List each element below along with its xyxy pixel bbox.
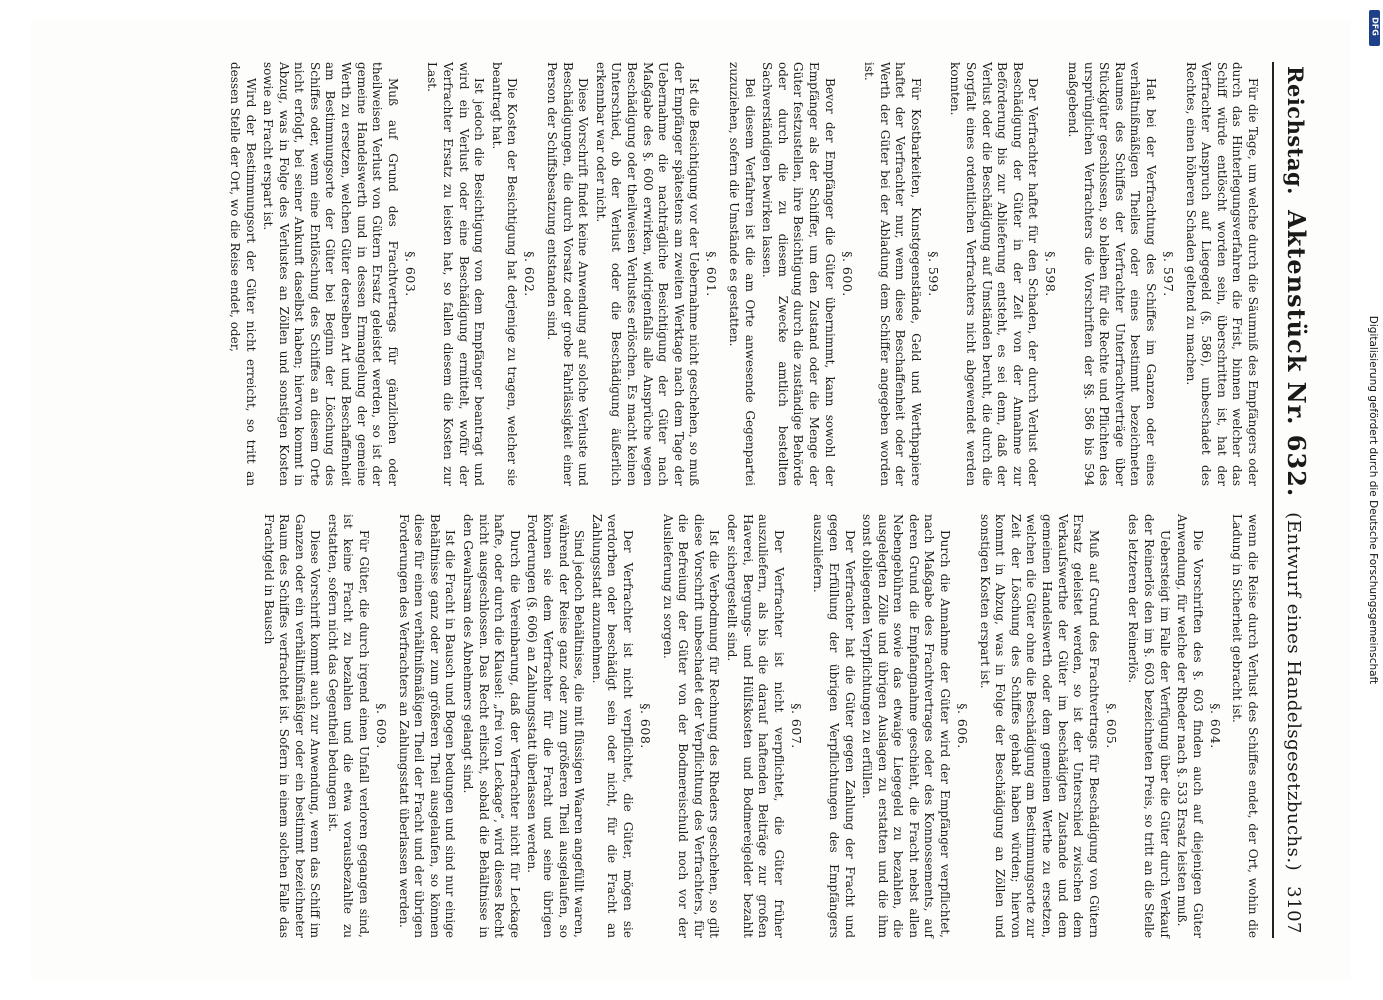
paragraph: Durch die Vereinbarung, daß der Verfrachter nicht für Leckage hafte, oder durch die Klausel: „frei von Leckage“, wird dieses Recht nicht ausgeschlossen. Das Recht erlischt, sobald die Behältnisse in den Gewahrsam des Abnehmers gelangt sind. — [461, 514, 522, 938]
paragraph: Für Kostbarkeiten, Kunstgegenstände, Geld und Werthpapiere haftet der Verfrachter nur, wenn diese Beschaffenheit oder der Werth der Güter bei der Abladung dem Schiffer angegeben worden ist. — [862, 62, 923, 486]
section-heading: §. 599. — [925, 251, 941, 297]
section-heading: §. 597. — [1161, 251, 1177, 297]
paragraph: Ist die Verbodmung für Rechnung des Rheders geschehen, so gilt diese Vorschrift unbeschadet der Verpflichtung des Verfrachters, für die Befreiung der Güter von der Bodmereischuld noch vor der Auslieferung zu sorgen. — [660, 514, 722, 938]
paragraph: Die Kosten der Besichtigung hat derjenige zu tragen, welcher sie beantragt hat. — [489, 62, 520, 486]
section-heading: §. 604. — [1207, 703, 1223, 749]
paragraph: Muß auf Grund des Frachtvertrags für gänzlichen oder theilweisen Verlust von Gütern Ersatz geleistet werden, so ist der gemeine Handelswerth und in dessen Ermangelung der gemeine Werth zu ersetzen, welchen Güter derselben Art und Beschaffenheit am Bestimmungsorte der Güter bei Beginn der Löschung des Schiffes oder, wenn eine Entlöschung des Schiffes an diesem Orte nicht erfolgt, bei seiner Ankunft daselbst haben; hiervon kommt in Abzug, was in Folge des Verlustes an Zöllen und sonstigen Kosten sowie an Fracht erspart ist. — [261, 62, 400, 486]
paragraph: Der Verfrachter ist nicht verpflichtet, die Güter früher auszuliefern, als bis die darauf haftenden Beiträge zur großen Haverei, Bergungs- und Hülfskosten und Bodmereigelder bezahlt oder sichergestellt sind. — [724, 514, 786, 938]
paragraph: Bevor der Empfänger die Güter übernimmt, kann sowohl der Empfänger als der Schiffer, um den Zustand oder die Menge der Güter festzustellen, ihre Besichtigung durch die zuständige Behörde oder durch die zu diesem Zwecke amtlich bestellten Sachverständigen bewirken lassen. — [760, 62, 837, 486]
section-heading: §. 601. — [704, 251, 720, 297]
paragraph: Für Güter, die durch irgend einen Unfall verloren gegangen sind, ist keine Fracht zu bezahlen und die etwa vorausbezahlte zu erstatten, sofern nicht das Gegentheil bedungen ist. — [325, 514, 372, 938]
text-columns — [224, 62, 1260, 938]
paragraph: Diese Vorschrift kommt auch zur Anwendung, wenn das Schiff im Ganzen oder ein verhältnißmäßiger oder ein bestimmt bezeichneter Raum des Schiffes verfrachtet ist. Sofern in einem solchen Falle das Frachtgeld in Bausch — [261, 514, 323, 938]
paragraph: Der Verfrachter ist nicht verpflichtet, die Güter, mögen sie verdorben oder beschädigt sein oder nicht, für die Fracht an Zahlungsstatt anzunehmen. — [589, 514, 635, 938]
paragraph: Ist die Fracht in Bausch und Bogen bedungen und sind nur einige Behältnisse ganz oder zum größeren Theil ausgelaufen, so können diese für einen verhältnißmäßigen Theil der Fracht und der übrigen Forderungen des Verfrachters an Zahlungsstatt überlassen werden. — [396, 514, 458, 938]
section-heading: §. 608. — [638, 703, 653, 749]
section-heading: §. 600. — [839, 251, 855, 297]
dfg-logo-text: DFG — [1370, 17, 1380, 36]
paragraph: Hat bei der Verfrachtung des Schiffes im Ganzen oder eines verhältnißmäßigen Theiles oder eines bestimmt bezeichneten Raumes des Schiffes der Verfrachter Unterfrachtverträge über Stückgüter geschlossen, so bleiben für die Rechte und Pflichten des ursprünglichen Verfrachters die Vorschriften der §§. 586 bis 594 maßgebend. — [1066, 62, 1159, 486]
paragraph: wenn die Reise durch Verlust des Schiffes endet, der Ort, wohin die Ladung in Sicherheit gebracht ist. — [1230, 514, 1260, 938]
right-column — [224, 514, 1260, 938]
header-subtitle: (Entwurf eines Handelsgesetzbuchs.) — [1283, 512, 1304, 872]
paragraph: Ist die Besichtigung vor der Uebernahme nicht geschehen, so muß der Empfänger spätestens am zweiten Werktage nach dem Tage der Uebernahme die nachträgliche Besichtigung der Güter nach Maßgabe des §. 600 erwirken, widrigenfalls alle Ansprüche wegen Beschädigung oder theilweisen Verlustes erlöschen. Es macht keinen Unterschied, ob der Verlust oder die Beschädigung äußerlich erkennbar war oder nicht. — [593, 62, 702, 486]
paragraph: Ist jedoch die Besichtigung von dem Empfänger beantragt und wird ein Verlust oder eine Beschädigung ermittelt, wofür der Verfrachter Ersatz zu leisten hat, so fallen diesem die Kosten zur Last. — [425, 62, 487, 486]
digitization-note-text: Digitalisierung gefördert durch die Deutsche Forschungsgemeinschaft — [1367, 315, 1379, 685]
section-heading: §. 606. — [955, 703, 971, 749]
header-title: Aktenstück Nr. 632. — [1282, 210, 1311, 498]
paragraph: Diese Vorschrift findet keine Anwendung auf solche Verluste und Beschädigungen, die durch Vorsatz oder grobe Fahrlässigkeit einer Person der Schiffsbesatzung entstanden sind. — [545, 62, 591, 486]
section-heading: §. 603. — [402, 251, 418, 297]
paragraph: Der Verfrachter hat die Güter gegen Zahlung der Fracht und gegen Erfüllung der übrigen Verpflichtungen des Empfängers auszuliefern. — [811, 514, 857, 938]
paragraph: Durch die Annahme der Güter wird der Empfänger verpflichtet, nach Maßgabe des Frachtvertrages oder des Konnossements, auf deren Grund die Empfangnahme geschieht, die Fracht nebst allen Nebengebühren sowie das etwaige Liegegeld zu bezahlen, die ausgelegten Zölle und übrigen Auslagen zu erstatten und die ihm sonst obliegenden Verpflichtungen zu erfüllen. — [860, 514, 953, 938]
section-heading: §. 598. — [1043, 251, 1059, 297]
paragraph: Bei diesem Verfahren ist die am Orte anwesende Gegenpartei zuzuziehen, sofern die Umstände es gestatten. — [726, 62, 757, 486]
paragraph: Für die Tage, um welche durch die Säumniß des Empfängers oder durch das Hinterlegungsverfahren die Frist, binnen welcher das Schiff würde entlöscht worden sein, überschritten ist, hat der Verfrachter Anspruch auf Liegegeld (§. 586), unbeschadet des Rechtes, einen höheren Schaden geltend zu machen. — [1183, 62, 1260, 486]
header-left: Reichstag. — [1283, 66, 1308, 195]
section-heading: §. 609. — [374, 703, 390, 749]
paragraph: Muß auf Grund des Frachtvertrags für Beschädigung von Gütern Ersatz geleistet werden, so ist der Unterschied zwischen dem Verkaufswerthe der Güter im beschädigten Zustande und dem gemeinen Handelswerth oder dem gemeinen Werthe zu ersetzen, welchen die Güter ohne die Beschädigung am Bestimmungsorte zur Zeit der Löschung des Schiffes gehabt haben würden; hiervon kommt in Abzug, was in Folge der Beschädigung an Zöllen und sonstigen Kosten erspart ist. — [977, 514, 1101, 938]
paragraph: Sind jedoch Behältnisse, die mit flüssigen Waaren angefüllt waren, während der Reise ganz oder zum größeren Theil ausgelaufen, so können sie dem Verfrachter für die Fracht und seine übrigen Forderungen (§. 606) an Zahlungsstatt überlassen werden. — [525, 514, 587, 938]
section-heading: §. 605. — [1103, 703, 1119, 749]
paragraph: Uebersteigt im Falle der Verfügung über die Güter durch Verkauf der Reinerlös den im §. 603 bezeichneten Preis, so tritt an die Stelle des letzteren der Reinerlös. — [1126, 514, 1172, 938]
paragraph: Der Verfrachter haftet für den Schaden, der durch Verlust oder Beschädigung der Güter in der Zeit von der Annahme zur Beförderung bis zur Ablieferung entsteht, es sei denn, daß der Verlust oder die Beschädigung auf Umständen beruht, die durch die Sorgfalt eines ordentlichen Verfrachters nicht abgewendet werden konnten. — [948, 62, 1041, 486]
section-heading: §. 607. — [788, 703, 804, 749]
paragraph: Die Vorschriften des §. 603 finden auch auf diejenigen Güter Anwendung, für welche der Rheder nach §. 533 Ersatz leisten muß. — [1175, 514, 1205, 938]
section-heading: §. 602. — [522, 251, 538, 297]
left-column — [224, 62, 1260, 486]
page-header — [1272, 62, 1311, 938]
document-page — [31, 20, 1351, 980]
dfg-logo — [1369, 10, 1380, 46]
digitization-note — [1366, 8, 1380, 992]
page-number: 3107 — [1283, 886, 1304, 934]
paragraph: Wird der Bestimmungsort der Güter nicht erreicht, so tritt an dessen Stelle der Ort, wo die Reise endet, oder, — [227, 62, 258, 486]
